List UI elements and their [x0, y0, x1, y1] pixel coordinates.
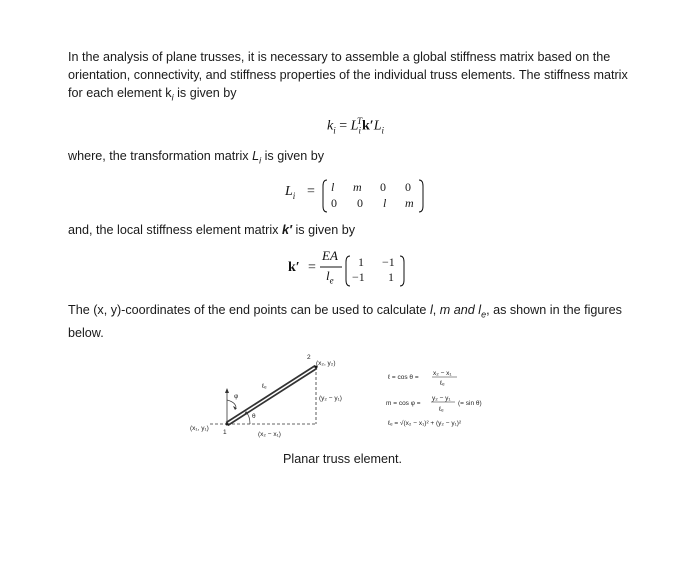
- eq3-numerator: EA: [322, 248, 338, 263]
- eq3-denominator: [326, 268, 334, 286]
- eq2-sub: i: [292, 190, 296, 201]
- label-p1: (x₁, y₁): [190, 425, 209, 432]
- eq2-cell-r1c1: l: [331, 180, 335, 194]
- transformation-matrix-equation: [285, 176, 425, 216]
- formula-m-num: y₂ − y₁: [432, 395, 451, 402]
- eq3-den-l: l: [326, 268, 330, 283]
- figure-caption: Planar truss element.: [283, 452, 402, 466]
- coords-comma: ,: [432, 303, 440, 317]
- eq3-cell-r1c1: 1: [358, 255, 364, 269]
- label-node-1: 1: [223, 429, 227, 436]
- where-text: where, the transformation matrix: [68, 149, 253, 163]
- label-dx: (x₂ − x₁): [258, 431, 281, 438]
- intro-subscript: i: [171, 92, 174, 103]
- formula-l-lhs: ℓ = cos θ =: [388, 374, 419, 381]
- local-end: is given by: [292, 223, 355, 237]
- where-paragraph: [68, 147, 628, 170]
- label-p2: (x₂, y₂): [316, 360, 336, 367]
- label-dy: (y₂ − y₁): [319, 395, 342, 402]
- eq1-lhs: k: [327, 118, 334, 134]
- local-k: k′: [281, 223, 292, 237]
- coords-text-b: , as shown in the figures below.: [68, 303, 622, 340]
- formula-l-num: x₂ − x₁: [433, 370, 452, 377]
- label-node-2: 2: [307, 354, 311, 361]
- coords-sub: e: [481, 309, 487, 320]
- eq3-cell-r2c1: −1: [352, 270, 365, 284]
- truss-element-figure: [190, 350, 520, 445]
- eq2-cell-r2c3: l: [383, 196, 387, 210]
- intro-end-text: is given by: [173, 86, 237, 100]
- eq2-lhs: [285, 184, 295, 201]
- where-L: L: [252, 149, 260, 163]
- coords-m: m and l: [439, 303, 482, 317]
- phi-arc: [227, 400, 236, 407]
- eq1-kprime: k′: [361, 118, 374, 134]
- eq1-equals: =: [335, 118, 351, 134]
- eq1-L-sub: i: [358, 125, 361, 136]
- eq2-cell-r1c3: 0: [380, 180, 386, 194]
- eq2-cell-r2c1: 0: [331, 196, 337, 210]
- formula-m-lhs: m = cos φ =: [386, 400, 421, 407]
- eq3-den-sub: e: [329, 275, 334, 286]
- eq1-L2: L: [373, 118, 382, 134]
- intro-paragraph: [68, 48, 628, 107]
- label-theta: θ: [252, 413, 256, 420]
- where-end: is given by: [261, 149, 325, 163]
- eq1-L2-sub: i: [381, 125, 385, 136]
- coords-paragraph: [68, 301, 628, 342]
- eq3-equals: =: [308, 260, 316, 275]
- formula-le: ℓₑ = √(x₂ − x₁)² + (y₂ − y₁)²: [388, 420, 462, 427]
- formula-m-tail: (= sin θ): [458, 400, 482, 407]
- eq1-transpose: T: [356, 116, 362, 126]
- coords-l: l: [429, 303, 433, 317]
- local-stiffness-equation: [288, 246, 408, 290]
- eq2-cell-r2c4: m: [405, 196, 414, 210]
- coords-text-a: The (x, y)-coordinates of the end points can be used to calculate: [68, 303, 430, 317]
- eq3-lhs: k′: [288, 260, 300, 275]
- eq3-cell-r1c2: −1: [382, 255, 395, 269]
- label-phi: φ: [234, 393, 239, 400]
- eq2-cell-r1c2: m: [353, 180, 362, 194]
- eq1-L: L: [350, 118, 359, 134]
- eq2-cell-r1c4: 0: [405, 180, 411, 194]
- eq2-L: L: [285, 184, 293, 199]
- eq2-equals: =: [307, 184, 315, 199]
- intro-text: In the analysis of plane trusses, it is necessary to assemble a global stiffness matrix based on the orientation, connectivity, and stiffness properties of the individual truss elements. The stiffness matrix for each element k: [68, 50, 628, 100]
- where-sub: i: [259, 155, 262, 166]
- eq2-cell-r2c2: 0: [357, 196, 363, 210]
- local-text: and, the local stiffness element matrix: [68, 223, 282, 237]
- label-le: ℓₑ: [262, 383, 267, 390]
- element-stiffness-equation: [327, 116, 384, 135]
- eq3-cell-r2c2: 1: [388, 270, 394, 284]
- local-paragraph: [68, 221, 628, 239]
- formula-l-den: ℓₑ: [440, 380, 445, 387]
- eq1-lhs-sub: i: [333, 125, 336, 136]
- formula-m-den: ℓₑ: [439, 406, 444, 413]
